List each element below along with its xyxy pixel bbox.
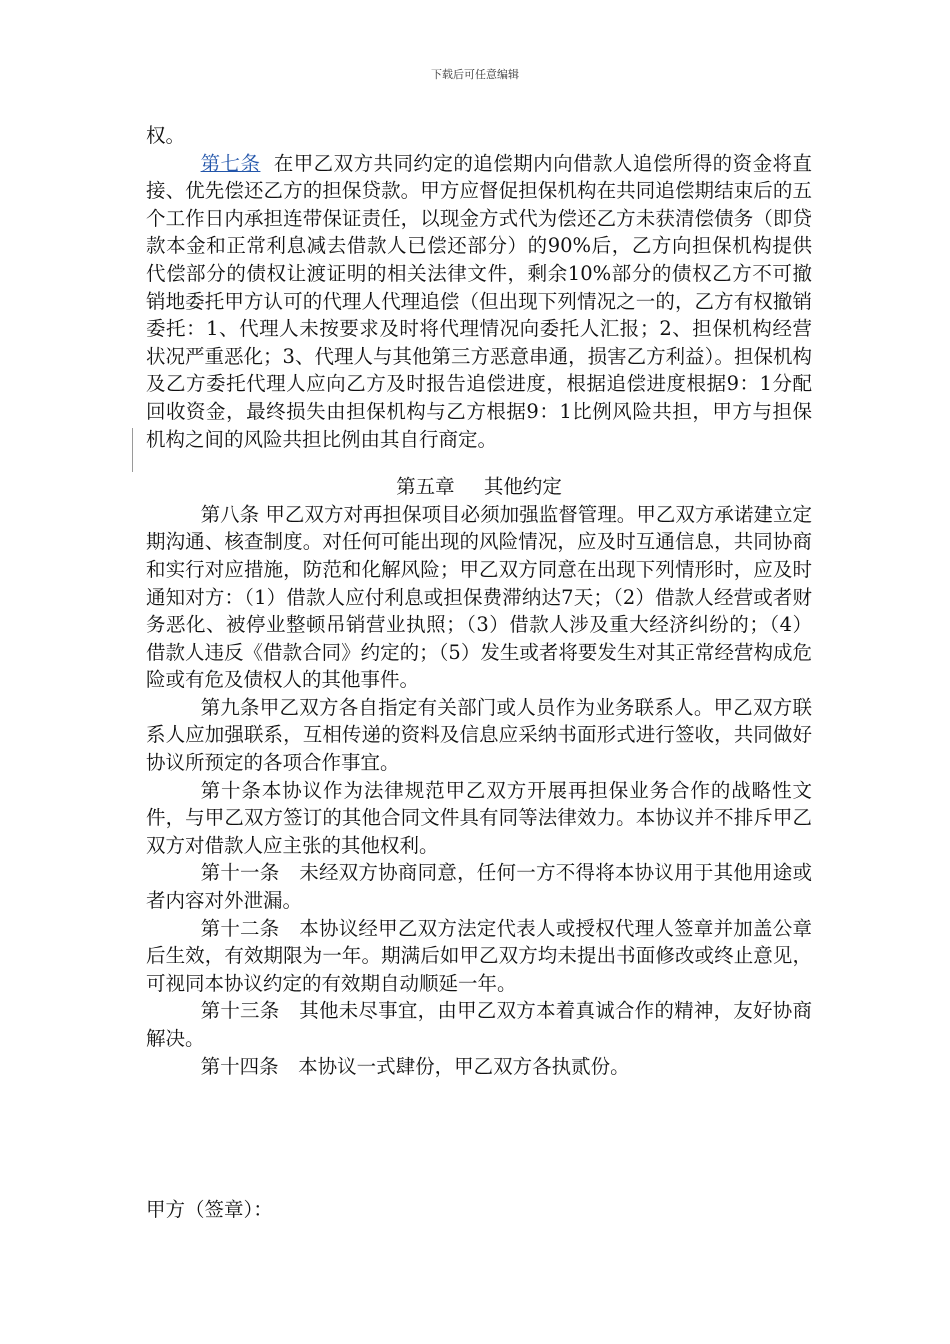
article-10-paragraph: 第十条本协议作为法律规范甲乙双方开展再担保业务合作的战略性文件，与甲乙双方签订的其他合同文件具有同等法律效力。本协议并不排斥甲乙双方对借款人应主张的其他权利。 [146,778,812,857]
chapter-title: 其他约定 [483,475,562,499]
chapter-heading [146,473,812,501]
revision-margin-mark [132,428,133,472]
continuation-text: 权。 [146,124,186,147]
page-header: 下载后可任意编辑 [431,68,519,81]
party-a-signature-line: 甲方（签章）： [146,1198,273,1221]
article-14-paragraph: 第十四条 本协议一式肆份，甲乙双方各执贰份。 [200,1054,630,1078]
article-7-link[interactable]: 第七条 [200,151,261,175]
article-12-paragraph: 第十二条 本协议经甲乙双方法定代表人或授权代理人签章并加盖公章后生效，有效期限为一年。期满后如甲乙双方均未提出书面修改或终止意见，可视同本协议约定的有效期自动顺延一年。 [146,916,812,995]
article-11-paragraph: 第十一条 未经双方协商同意，任何一方不得将本协议用于其他用途或者内容对外泄漏。 [146,861,812,913]
article-7-paragraph [146,150,812,454]
document-body [146,122,812,1080]
article-9-paragraph: 第九条甲乙双方各自指定有关部门或人员作为业务联系人。甲乙双方联系人应加强联系，互相传递的资料及信息应采纳书面形式进行签收，共同做好协议所预定的各项合作事宜。 [146,695,812,775]
article-13-paragraph: 第十三条 其他未尽事宜，由甲乙双方本着真诚合作的精神，友好协商解决。 [146,999,812,1050]
article-7-text: 在甲乙双方共同约定的追偿期内向借款人追偿所得的资金将直接、优先偿还乙方的担保贷款。甲方应督促担保机构在共同追偿期结束后的五个工作日内承担连带保证责任，以现金方式代为偿还乙方未获清偿债务（即贷款本金和正常利息减去借款人已偿还部分）的90%后，乙方向担保机构提供代偿部分的债权让渡证明的相关法律文件，剩余10%部分的债权乙方不可撤销地委托甲方认可的代理人代理追偿（但出现下列情况之一的，乙方有权撤销委托：1、代理人未按要求及时将代理情况向委托人汇报；2、担保机构经营状况严重恶化；3、代理人与其他第三方恶意串通，损害乙方利益）。担保机构及乙方委托代理人应向乙方及时报告追偿进度，根据追偿进度根据9：1分配回收资金，最终损失由担保机构与乙方根据9：1比例风险共担，甲方与担保机构之间的风险共担比例由其自行商定。 [146,151,812,451]
article-8-paragraph: 第八条 甲乙双方对再担保项目必须加强监督管理。甲乙双方承诺建立定期沟通、核查制度。对任何可能出现的风险情况，应及时互通信息，共同协商和实行对应措施，防范和化解风险；甲乙双方同意在出现下列情形时，应及时通知对方：（1）借款人应付利息或担保费滞纳达7天；（2）借款人经营或者财务恶化、被停业整顿吊销营业执照；（3）借款人涉及重大经济纠纷的；（4）借款人违反《借款合同》约定的；（5）发生或者将要发生对其正常经营构成危险或有危及债权人的其他事件。 [146,502,812,692]
chapter-number: 第五章 [396,475,455,499]
